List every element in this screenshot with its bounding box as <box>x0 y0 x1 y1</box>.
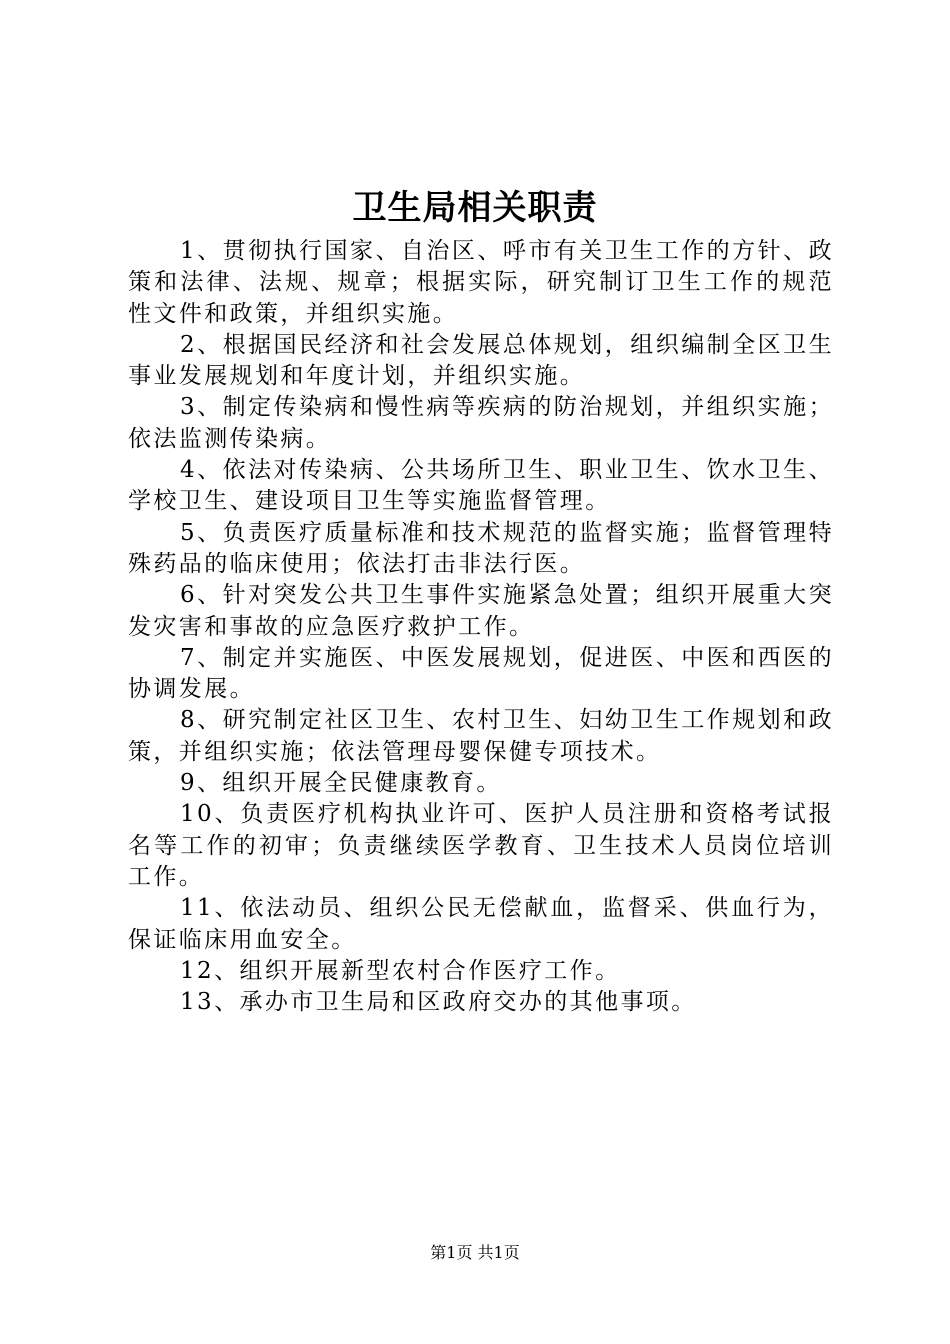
page-footer <box>0 1243 950 1263</box>
paragraph-1: 1、贯彻执行国家、自治区、呼市有关卫生工作的方针、政策和法律、法规、规章；根据实际，研究制订卫生工作的规范性文件和政策，并组织实施。 <box>128 238 834 327</box>
paragraph-5: 5、负责医疗质量标准和技术规范的监督实施；监督管理特殊药品的临床使用；依法打击非法行医。 <box>128 519 834 577</box>
paragraph-9: 9、组织开展全民健康教育。 <box>180 770 502 797</box>
paragraph-13: 13、承办市卫生局和区政府交办的其他事项。 <box>180 989 697 1016</box>
paragraph-8: 8、研究制定社区卫生、农村卫生、妇幼卫生工作规划和政策，并组织实施；依法管理母婴保健专项技术。 <box>128 707 834 765</box>
page-number: 第1页 共1页 <box>430 1243 520 1262</box>
document-body <box>128 236 834 1018</box>
paragraph-4: 4、依法对传染病、公共场所卫生、职业卫生、饮水卫生、学校卫生、建设项目卫生等实施监督管理。 <box>128 457 834 515</box>
paragraph-10: 10、负责医疗机构执业许可、医护人员注册和资格考试报名等工作的初审；负责继续医学教育、卫生技术人员岗位培训工作。 <box>128 801 834 890</box>
paragraph-3: 3、制定传染病和慢性病等疾病的防治规划，并组织实施；依法监测传染病。 <box>128 394 834 452</box>
paragraph-7: 7、制定并实施医、中医发展规划，促进医、中医和西医的协调发展。 <box>128 644 834 703</box>
page-title: 卫生局相关职责 <box>352 188 598 228</box>
paragraph-12: 12、组织开展新型农村合作医疗工作。 <box>180 957 621 984</box>
paragraph-2: 2、根据国民经济和社会发展总体规划，组织编制全区卫生事业发展规划和年度计划，并组织实施。 <box>128 331 834 390</box>
paragraph-11: 11、依法动员、组织公民无偿献血，监督采、供血行为，保证临床用血安全。 <box>128 895 834 953</box>
paragraph-6: 6、针对突发公共卫生事件实施紧急处置；组织开展重大突发灾害和事故的应急医疗救护工作。 <box>128 582 834 640</box>
